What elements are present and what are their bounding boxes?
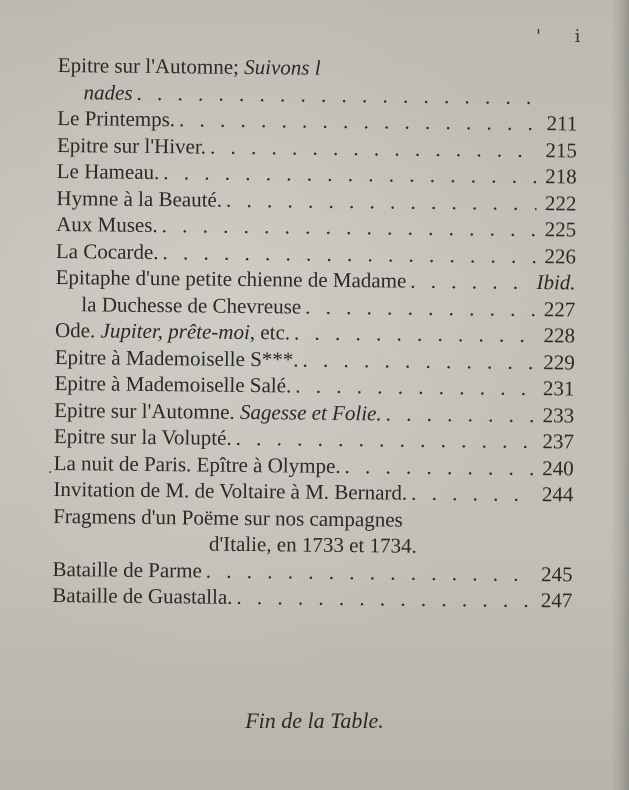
toc-entry-title: nades [83,79,133,105]
toc-page-number: 211 [546,111,578,136]
toc-entry-title: Invitation de M. de Voltaire à M. Bernard. [53,476,408,505]
toc-page-number: 247 [540,588,573,613]
toc-entry-title: Fragmens d'un Poëme sur nos campagnes [53,503,403,532]
leader-dots [344,453,533,481]
leader-dots [162,239,536,269]
table-of-contents [52,52,578,614]
toc-entry-title: Bataille de Guastalla. [52,582,233,609]
leader-dots [162,212,537,242]
leader-dots [295,373,534,402]
toc-page-number: 228 [543,323,576,348]
leader-dots [236,425,535,455]
page-edge-shadow [611,0,629,790]
toc-page-number: 229 [543,349,575,374]
toc-page-number: 226 [544,243,577,268]
toc-entry-title: Epitre sur l'Automne; Suivons l [57,52,321,80]
toc-entry-title: d'Italie, en 1733 et 1734. [208,531,417,558]
leader-dots [136,79,537,110]
leader-dots [206,557,533,587]
leader-dots [226,186,537,216]
toc-entry-title: Hymne à la Beauté. [56,185,223,212]
toc-page-number: 218 [545,164,577,189]
toc-entry-title: Epitaphe d'une petite chienne de Madame [55,264,407,293]
toc-page-number: 240 [542,455,574,480]
toc-page-number: 245 [540,561,573,586]
toc-entry-title: La nuit de Paris. Epître à Olympe. [53,450,341,478]
corner-marks: ' i [536,26,595,47]
toc-entry-title: La Cocarde. [55,238,159,264]
toc-entry-title: Epitre à Mademoiselle S***. [54,344,299,372]
toc-page-number: 231 [542,376,575,401]
leader-dots [210,133,537,163]
margin-mark: · [48,465,53,481]
leader-dots [236,584,532,614]
leader-dots [386,400,535,428]
toc-page-number: 237 [542,429,575,454]
leader-dots [411,480,533,508]
toc-entry-title: Epitre sur l'Automne. Sagesse et Folie. [54,397,382,425]
leader-dots [179,106,537,136]
toc-entry-title: Epitre à Mademoiselle Salé. [54,370,292,398]
toc-entry [52,582,572,614]
toc-entry-title: Bataille de Parme [52,556,202,583]
leader-dots [294,319,535,348]
toc-page-number: 222 [544,190,577,215]
toc-page-number: Ibid. [536,270,576,295]
toc-page-number: 225 [544,217,577,242]
toc-entry-title: la Duchesse de Chevreuse [81,291,302,319]
toc-entry-title: Le Printemps. [57,105,176,132]
leader-dots [410,268,532,296]
toc-page-number: 244 [541,482,574,507]
toc-page-number: 227 [543,296,576,321]
leader-dots [163,159,537,189]
toc-entry-title: Epitre sur la Volupté. [53,423,232,450]
toc-entry-title: Aux Muses. [56,211,158,238]
toc-page-number: 233 [542,402,575,427]
end-of-table-text: Fin de la Table. [245,708,384,733]
leader-dots [305,293,535,322]
leader-dots [302,346,534,375]
toc-entry-title: Epitre sur l'Hiver. [56,132,207,159]
toc-page-number: 215 [545,137,578,162]
toc-entry-title: Le Hameau. [56,158,160,185]
toc-entry-title: Ode. Jupiter, prête-moi, etc. [54,317,291,345]
